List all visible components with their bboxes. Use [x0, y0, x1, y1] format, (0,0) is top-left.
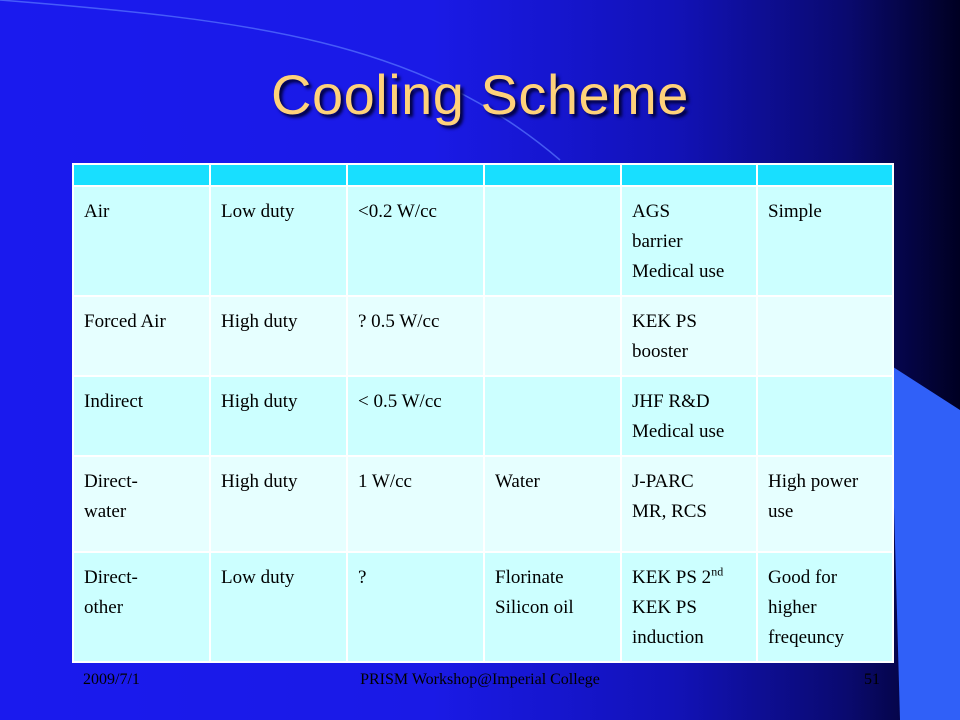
table-cell: Florinate Silicon oil [484, 552, 621, 662]
footer-event: PRISM Workshop@Imperial College [360, 671, 600, 688]
table-cell [484, 376, 621, 456]
header-cell [347, 164, 484, 186]
header-cell [757, 164, 893, 186]
table-cell: 1 W/cc [347, 456, 484, 552]
table-cell: ? 0.5 W/cc [347, 296, 484, 376]
table-cell [484, 296, 621, 376]
cooling-table [72, 163, 894, 663]
table-cell: KEK PS booster [621, 296, 757, 376]
table-cell: Good for higher freqeuncy [757, 552, 893, 662]
table-header-row [73, 164, 893, 186]
table-cell: <0.2 W/cc [347, 186, 484, 296]
table-cell: Simple [757, 186, 893, 296]
table-row [73, 186, 893, 296]
footer-page-number: 51 [864, 671, 880, 688]
table-cell [757, 296, 893, 376]
header-cell [210, 164, 347, 186]
table-cell: J-PARC MR, RCS [621, 456, 757, 552]
table-cell: High duty [210, 296, 347, 376]
table-cell: Forced Air [73, 296, 210, 376]
table-cell: Low duty [210, 186, 347, 296]
table-cell: Water [484, 456, 621, 552]
footer-date: 2009/7/1 [83, 671, 140, 688]
table-cell: Air [73, 186, 210, 296]
table-cell: KEK PS 2nd KEK PS induction [621, 552, 757, 662]
table-cell: < 0.5 W/cc [347, 376, 484, 456]
header-cell [484, 164, 621, 186]
table-cell: High duty [210, 456, 347, 552]
table-cell: Direct- water [73, 456, 210, 552]
table-row [73, 456, 893, 552]
table-cell: High duty [210, 376, 347, 456]
header-cell [621, 164, 757, 186]
table-row [73, 296, 893, 376]
table-row [73, 376, 893, 456]
table-row [73, 552, 893, 662]
table-cell: Low duty [210, 552, 347, 662]
table-cell: Indirect [73, 376, 210, 456]
slide-title: Cooling Scheme [271, 63, 689, 126]
table-cell [757, 376, 893, 456]
table-cell: Direct- other [73, 552, 210, 662]
table-cell [484, 186, 621, 296]
table-cell: AGS barrier Medical use [621, 186, 757, 296]
table-cell: JHF R&D Medical use [621, 376, 757, 456]
table-cell: ? [347, 552, 484, 662]
header-cell [73, 164, 210, 186]
table-cell: High power use [757, 456, 893, 552]
